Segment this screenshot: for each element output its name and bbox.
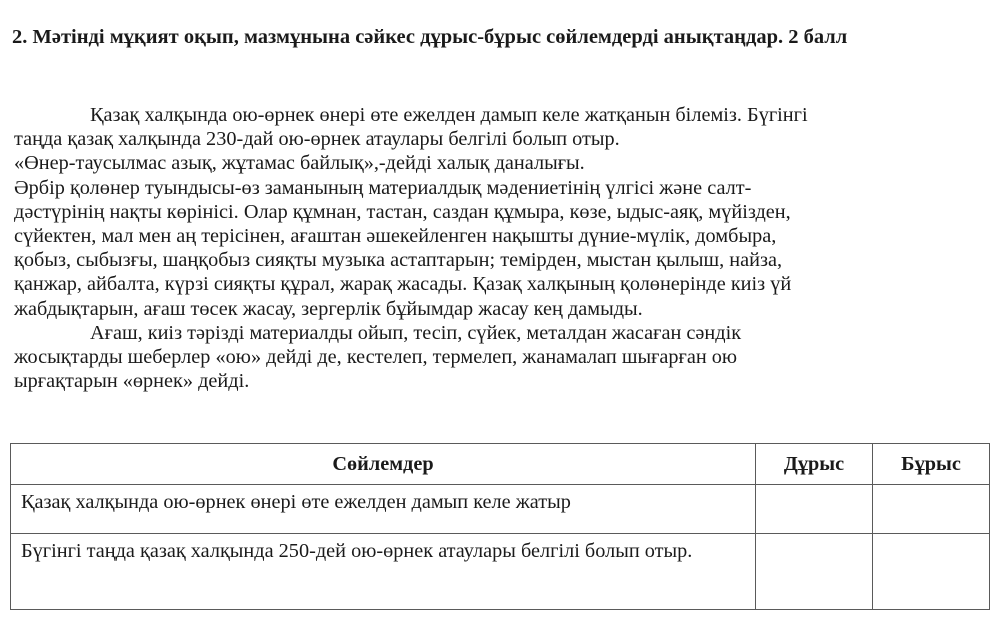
sentence-cell: Қазақ халқында ою-өрнек өнері өте ежелден дамып келе жатыр <box>11 485 756 534</box>
text-line: дәстүрінің нақты көрінісі. Олар құмнан, тастан, саздан құмыра, көзе, ыдыс-аяқ, мүйізден, <box>14 200 791 223</box>
header-true: Дұрыс <box>756 444 873 485</box>
text-line: «Өнер-таусылмас азық, жұтамас байлық»,-дейді халық даналығы. <box>14 152 585 175</box>
true-answer-cell[interactable] <box>756 534 873 610</box>
task-title: 2. Мәтінді мұқият оқып, мазмұнына сәйкес дұрыс-бұрыс сөйлемдерді анықтаңдар. 2 балл <box>12 26 848 48</box>
header-sentences: Сөйлемдер <box>11 444 756 485</box>
table-row <box>11 485 990 534</box>
text-line: Қазақ халқында ою-өрнек өнері өте ежелден дамып келе жатқанын білеміз. Бүгінгі <box>90 104 808 126</box>
false-answer-cell[interactable] <box>873 485 990 534</box>
text-line: жосықтарды шеберлер «ою» дейді де, кестелеп, термелеп, жанамалап шығарған ою <box>14 346 738 369</box>
table-header-row <box>11 444 990 485</box>
text-line: Ағаш, киіз тәрізді материалды ойып, тесіп, сүйек, металдан жасаған сәндік <box>90 321 742 344</box>
sentence-cell: Бүгінгі таңда қазақ халқында 250-дей ою-өрнек атаулары белгілі болып отыр. <box>11 534 756 610</box>
text-line: қанжар, айбалта, күрзі сияқты құрал, жарақ жасады. Қазақ халқының қолөнерінде киіз үй <box>14 273 792 296</box>
text-line: ырғақтарын «өрнек» дейді. <box>14 370 250 393</box>
true-false-table <box>10 443 990 610</box>
text-line: сүйектен, мал мен аң терісінен, ағаштан әшекейленген нақышты дүние-мүлік, домбыра, <box>14 225 777 248</box>
text-line: таңда қазақ халқында 230-дай ою-өрнек атаулары белгілі болып отыр. <box>14 128 620 151</box>
reading-text <box>14 103 974 393</box>
header-false: Бұрыс <box>873 444 990 485</box>
text-line: қобыз, сыбызғы, шаңқобыз сияқты музыка астаптарын; темірден, мыстан қылыш, найза, <box>14 249 783 272</box>
true-answer-cell[interactable] <box>756 485 873 534</box>
table-row <box>11 534 990 610</box>
text-line: Әрбір қолөнер туындысы-өз заманының материалдық мәдениетінің үлгісі және салт- <box>14 176 752 199</box>
false-answer-cell[interactable] <box>873 534 990 610</box>
text-line: жабдықтарын, ағаш төсек жасау, зергерлік бұйымдар жасау кең дамыды. <box>14 297 643 320</box>
